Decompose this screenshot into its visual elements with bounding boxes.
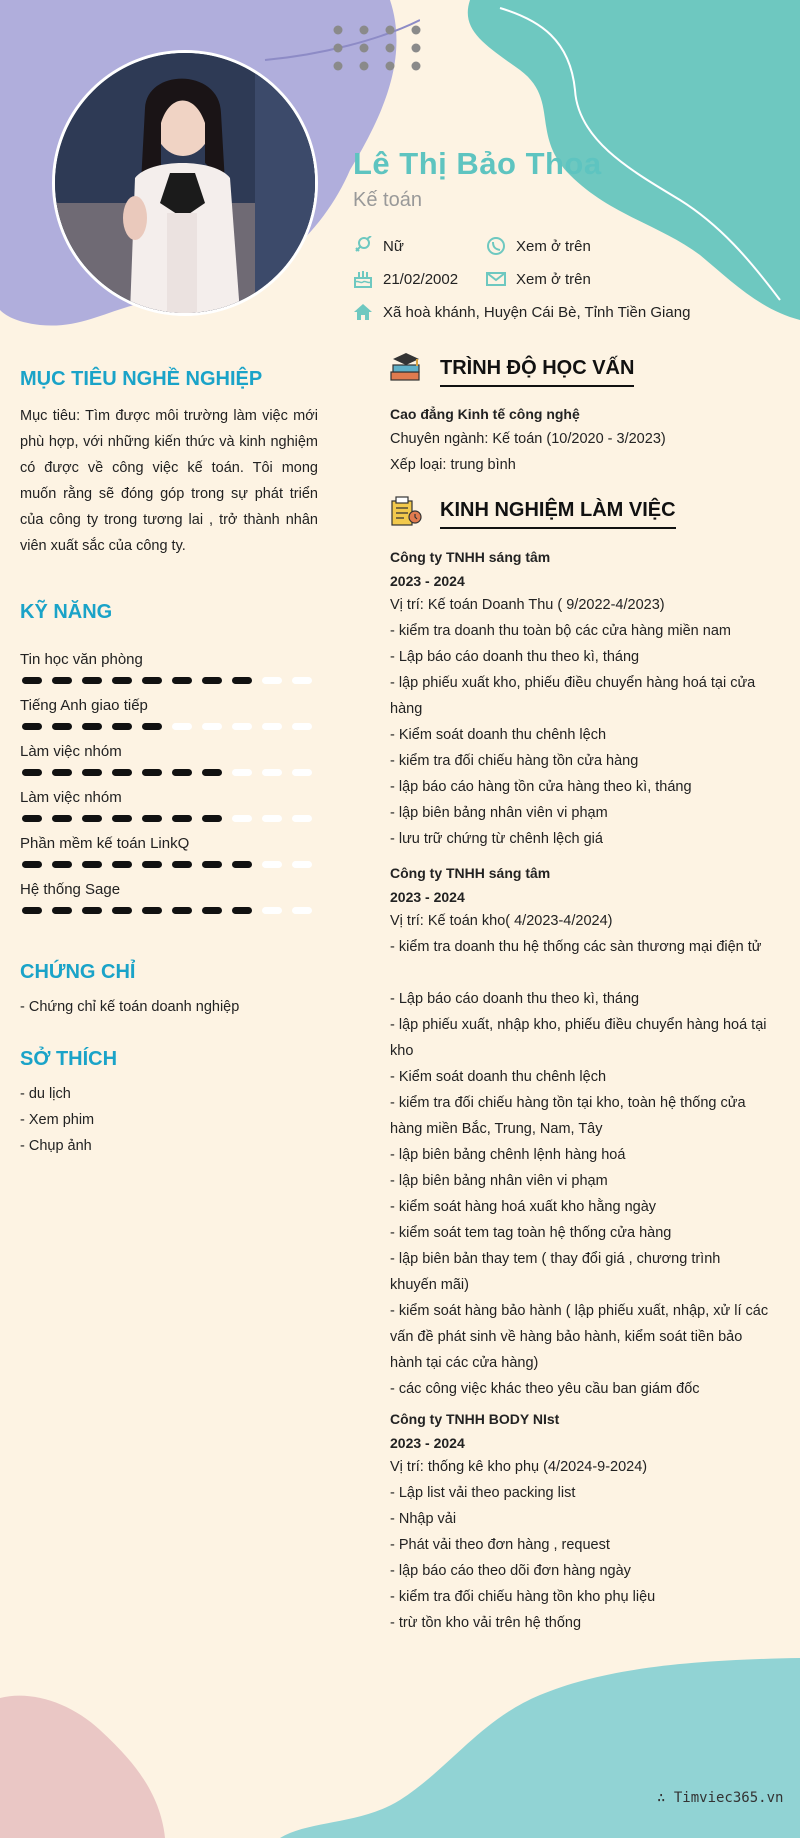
skill-dash-empty xyxy=(262,861,282,868)
experience-detail-line: - kiểm tra đối chiếu hàng tồn kho phụ liệu xyxy=(390,1589,656,1605)
dob-value: 21/02/2002 xyxy=(383,270,459,288)
skill-dash-empty xyxy=(262,677,282,684)
experience-detail-line: - Kiểm soát doanh thu chênh lệch xyxy=(390,1069,607,1085)
experience-detail-line: - lập biên bảng chênh lệnh hàng hoá xyxy=(390,1147,626,1163)
dots-decoration xyxy=(332,24,432,74)
phone-value: Xem ở trên xyxy=(516,237,591,255)
skill-dash-filled xyxy=(202,677,222,684)
skill-dash-filled xyxy=(172,907,192,914)
skill-dash-filled xyxy=(22,815,42,822)
skill-dash-filled xyxy=(22,769,42,776)
experience-company-line: Công ty TNHH sáng tâm xyxy=(390,865,551,881)
experience-detail-line: - lập biên bảng nhân viên vi phạm xyxy=(390,1173,608,1189)
address-value: Xã hoà khánh, Huyện Cái Bè, Tỉnh Tiền Giang xyxy=(383,303,691,321)
experience-detail-line: - kiểm tra đối chiếu hàng tồn tại kho, toàn hệ thống cửa hàng miền Bắc, Trung, Nam, Tây xyxy=(390,1095,746,1137)
certificate-item: - Chứng chỉ kế toán doanh nghiệp xyxy=(20,999,240,1015)
skill-dash-empty xyxy=(292,907,312,914)
skill-dash-filled xyxy=(202,861,222,868)
dob-info xyxy=(353,269,458,289)
experience-detail-line: - kiểm tra doanh thu toàn bộ các cửa hàng miền nam xyxy=(390,623,731,639)
person-avatar-icon xyxy=(55,53,315,313)
skill-level-bar xyxy=(20,906,320,916)
candidate-name: Lê Thị Bảo Thoa xyxy=(353,146,602,181)
briefcase-icon xyxy=(389,493,423,527)
skill-dash-filled xyxy=(112,723,132,730)
skill-dash-filled xyxy=(202,907,222,914)
experience-detail-line: - kiểm soát hàng hoá xuất kho hằng ngày xyxy=(390,1199,657,1215)
phone-icon xyxy=(486,236,506,256)
skill-dash-empty xyxy=(262,815,282,822)
skill-name: Tin học văn phòng xyxy=(20,651,143,668)
experience-company-line: 2023 - 2024 xyxy=(390,573,465,589)
experience-company-line: 2023 - 2024 xyxy=(390,1435,465,1451)
skill-dash-filled xyxy=(52,769,72,776)
skill-dash-filled xyxy=(142,861,162,868)
address-info xyxy=(353,302,690,322)
experience-detail-line: - Kiểm soát doanh thu chênh lệch xyxy=(390,727,607,743)
hobby-item: - Chụp ảnh xyxy=(20,1138,92,1154)
skill-dash-filled xyxy=(52,677,72,684)
experience-detail-line: - lập phiếu xuất kho, phiếu điều chuyển hàng hoá tại cửa hàng xyxy=(390,675,756,717)
skill-dash-filled xyxy=(112,861,132,868)
experience-detail-line: - Lập báo cáo doanh thu theo kì, tháng xyxy=(390,649,640,665)
bottom-teal-blob-decoration xyxy=(280,1650,800,1838)
experience-detail-line: - lập báo cáo hàng tồn cửa hàng theo kì, tháng xyxy=(390,779,692,795)
skill-dash-filled xyxy=(142,769,162,776)
skill-dash-filled xyxy=(112,907,132,914)
experience-detail-line: - kiểm tra đối chiếu hàng tồn cửa hàng xyxy=(390,753,639,769)
experience-detail-line: - trừ tồn kho vải trên hệ thống xyxy=(390,1615,582,1631)
skill-dash-filled xyxy=(142,677,162,684)
skill-level-bar xyxy=(20,814,320,824)
skill-dash-filled xyxy=(52,907,72,914)
gender-info xyxy=(353,236,404,256)
skill-dash-empty xyxy=(172,723,192,730)
job-title: Kế toán xyxy=(353,189,422,211)
skill-dash-filled xyxy=(52,861,72,868)
experience-detail-line: - lập báo cáo theo dõi đơn hàng ngày xyxy=(390,1563,631,1579)
hobby-item: - du lịch xyxy=(20,1086,71,1102)
skill-dash-filled xyxy=(22,907,42,914)
skill-dash-filled xyxy=(112,769,132,776)
objective-text: Mục tiêu: Tìm được môi trường làm việc mới phù hợp, với những kiến thức và kinh nghiệm có được về công việc kế toán. Tôi mong muốn rằng sẽ đóng góp trong sự phát triển của công ty trong tương lai , trở thành nhân viên xuất sắc của công ty. xyxy=(20,408,318,554)
skill-name: Làm việc nhóm xyxy=(20,789,122,806)
education-grade: Xếp loại: trung bình xyxy=(390,457,516,473)
experience-detail-line: Vị trí: Kế toán kho( 4/2023-4/2024) xyxy=(390,913,613,929)
skill-dash-filled xyxy=(142,723,162,730)
skills-heading: KỸ NĂNG xyxy=(20,601,113,623)
skill-dash-filled xyxy=(82,861,102,868)
skill-level-bar xyxy=(20,676,320,686)
experience-detail-line: - kiểm tra doanh thu hệ thống các sàn thương mại điện tử xyxy=(390,939,762,955)
experience-detail-line: - Lập list vải theo packing list xyxy=(390,1485,576,1501)
certificates-heading: CHỨNG CHỈ xyxy=(20,961,136,983)
objective-heading: MỤC TIÊU NGHỀ NGHIỆP xyxy=(20,368,263,390)
bottom-pink-blob-decoration xyxy=(0,1690,170,1838)
skill-dash-filled xyxy=(82,815,102,822)
hobbies-heading: SỞ THÍCH xyxy=(20,1048,118,1070)
skill-name: Làm việc nhóm xyxy=(20,743,122,760)
skill-dash-filled xyxy=(22,861,42,868)
skill-dash-empty xyxy=(292,677,312,684)
skill-dash-filled xyxy=(172,769,192,776)
skill-dash-filled xyxy=(232,861,252,868)
skill-name: Hệ thống Sage xyxy=(20,881,121,898)
skill-dash-filled xyxy=(22,677,42,684)
skill-dash-empty xyxy=(292,723,312,730)
experience-detail-line: - lập biên bản thay tem ( thay đổi giá , chương trình khuyến mãi) xyxy=(390,1251,721,1293)
skill-dash-empty xyxy=(292,815,312,822)
skill-dash-filled xyxy=(202,815,222,822)
email-info xyxy=(486,269,591,289)
hobby-item: - Xem phim xyxy=(20,1112,95,1128)
skill-name: Phần mềm kế toán LinkQ xyxy=(20,835,190,852)
skill-dash-filled xyxy=(232,677,252,684)
skill-dash-empty xyxy=(202,723,222,730)
skill-dash-empty xyxy=(292,861,312,868)
education-major: Chuyên ngành: Kế toán (10/2020 - 3/2023) xyxy=(390,431,666,447)
experience-detail-line: - Nhập vải xyxy=(390,1511,457,1527)
skill-dash-empty xyxy=(232,815,252,822)
skill-dash-filled xyxy=(22,723,42,730)
experience-detail-line: - kiểm soát hàng bảo hành ( lập phiếu xuất, nhập, xử lí các vấn đề phát sinh về hàng bảo hành, kiểm soát tiền bảo hành tại các cửa hàng) xyxy=(390,1303,769,1371)
skill-dash-empty xyxy=(292,769,312,776)
skill-dash-filled xyxy=(172,677,192,684)
experience-detail-line: Vị trí: Kế toán Doanh Thu ( 9/2022-4/2023) xyxy=(390,597,665,613)
site-watermark: ∴ Timviec365.vn xyxy=(657,1790,784,1806)
experience-detail-line: - lập biên bảng nhân viên vi phạm xyxy=(390,805,608,821)
experience-detail-line: - lưu trữ chứng từ chênh lệch giá xyxy=(390,831,603,847)
skill-dash-filled xyxy=(82,723,102,730)
skill-dash-empty xyxy=(262,907,282,914)
skill-dash-filled xyxy=(112,815,132,822)
education-school: Cao đẳng Kinh tế công nghệ xyxy=(390,406,580,422)
experience-detail-line: - Phát vải theo đơn hàng , request xyxy=(390,1537,610,1553)
gender-value: Nữ xyxy=(383,237,404,255)
experience-company-line: Công ty TNHH BODY NIst xyxy=(390,1411,560,1427)
gender-icon xyxy=(353,236,373,256)
skill-dash-empty xyxy=(232,769,252,776)
profile-photo xyxy=(52,50,318,316)
skill-dash-filled xyxy=(142,907,162,914)
books-icon xyxy=(389,350,423,384)
skill-dash-filled xyxy=(142,815,162,822)
skill-dash-filled xyxy=(82,769,102,776)
experience-detail-line: - các công việc khác theo yêu cầu ban giám đốc xyxy=(390,1381,700,1397)
experience-detail-line: - kiểm soát tem tag toàn hệ thống cửa hàng xyxy=(390,1225,672,1241)
skill-dash-filled xyxy=(172,861,192,868)
home-icon xyxy=(353,302,373,322)
envelope-icon xyxy=(486,269,506,289)
skill-level-bar xyxy=(20,768,320,778)
skill-dash-filled xyxy=(202,769,222,776)
skill-dash-filled xyxy=(82,907,102,914)
experience-company-line: 2023 - 2024 xyxy=(390,889,465,905)
experience-heading: KINH NGHIỆM LÀM VIỆC xyxy=(440,499,676,529)
experience-detail-line: Vị trí: thống kê kho phụ (4/2024-9-2024) xyxy=(390,1459,648,1475)
skill-level-bar xyxy=(20,722,320,732)
skill-dash-empty xyxy=(262,769,282,776)
skill-dash-filled xyxy=(112,677,132,684)
skill-dash-empty xyxy=(232,723,252,730)
skill-dash-empty xyxy=(262,723,282,730)
birthday-cake-icon xyxy=(353,269,373,289)
skill-name: Tiếng Anh giao tiếp xyxy=(20,697,148,714)
skill-dash-filled xyxy=(52,815,72,822)
skill-level-bar xyxy=(20,860,320,870)
skill-dash-filled xyxy=(82,677,102,684)
phone-info xyxy=(486,236,591,256)
education-heading: TRÌNH ĐỘ HỌC VẤN xyxy=(440,357,634,387)
skill-dash-filled xyxy=(52,723,72,730)
email-value: Xem ở trên xyxy=(516,270,591,288)
experience-detail-line: - Lập báo cáo doanh thu theo kì, tháng xyxy=(390,991,640,1007)
skill-dash-filled xyxy=(172,815,192,822)
experience-company-line: Công ty TNHH sáng tâm xyxy=(390,549,551,565)
experience-detail-line: - lập phiếu xuất, nhập kho, phiếu điều chuyển hàng hoá tại kho xyxy=(390,1017,767,1059)
skill-dash-filled xyxy=(232,907,252,914)
